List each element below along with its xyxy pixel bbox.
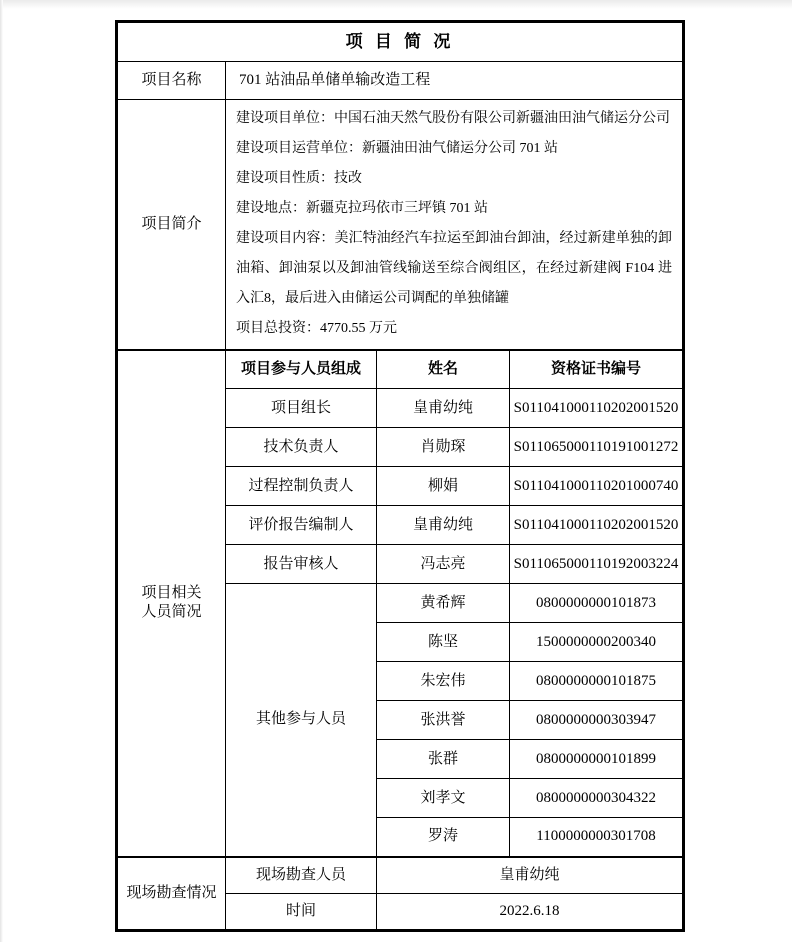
- role-cell: 技术负责人: [226, 428, 377, 467]
- name-cell: 肖勋琛: [377, 428, 510, 467]
- cert-cell: S011041000110202001520: [510, 389, 684, 428]
- cert-cell: 0800000000101875: [510, 662, 684, 701]
- page-top-edge-shade: [0, 0, 792, 9]
- name-cell: 张洪誉: [377, 701, 510, 740]
- name-cell: 张群: [377, 740, 510, 779]
- brief-line-unit: 建设项目单位：中国石油天然气股份有限公司新疆油田油气储运分公司: [236, 111, 670, 127]
- role-cell: 评价报告编制人: [226, 506, 377, 545]
- brief-line-investment: 项目总投资：4770.55 万元: [236, 321, 397, 337]
- column-header-certificate: 资格证书编号: [510, 350, 684, 389]
- table-title: 项 目 简 况: [117, 22, 684, 62]
- name-cell: 冯志亮: [377, 545, 510, 584]
- personnel-section-label: [117, 350, 226, 857]
- column-header-name: 姓名: [377, 350, 510, 389]
- brief-line-content: 建设项目内容：美汇特油经汽车拉运至卸油台卸油，经过新建单独的卸油箱、卸油泵以及卸油管线输送至综合阀组区，在经过新建阀 F104 进入汇8，最后进入由储运公司调配的单独储罐: [236, 231, 672, 307]
- cert-cell: S011065000110192003224: [510, 545, 684, 584]
- role-cell: 项目组长: [226, 389, 377, 428]
- cert-cell: 0800000000304322: [510, 779, 684, 818]
- name-cell: 朱宏伟: [377, 662, 510, 701]
- project-name-value: 701 站油品单储单输改造工程: [226, 62, 684, 100]
- cert-cell: 0800000000303947: [510, 701, 684, 740]
- name-cell: 柳娟: [377, 467, 510, 506]
- personnel-header-row: [117, 350, 684, 389]
- survey-date-value: 2022.6.18: [377, 894, 684, 931]
- page-left-edge-shade: [0, 0, 3, 942]
- survey-personnel-value: 皇甫幼纯: [377, 857, 684, 894]
- cert-cell: S011065000110191001272: [510, 428, 684, 467]
- cert-cell: S011041000110202001520: [510, 506, 684, 545]
- name-cell: 皇甫幼纯: [377, 389, 510, 428]
- brief-line-operator: 建设项目运营单位：新疆油田油气储运分公司 701 站: [236, 141, 558, 157]
- name-cell: 刘孝文: [377, 779, 510, 818]
- name-cell: 皇甫幼纯: [377, 506, 510, 545]
- cert-cell: 1500000000200340: [510, 623, 684, 662]
- project-overview-table: [115, 20, 685, 932]
- project-name-row: [117, 62, 684, 100]
- survey-section-label: 现场勘查情况: [117, 857, 226, 931]
- title-row: [117, 22, 684, 62]
- personnel-section-label-line1: 项目相关: [141, 585, 202, 602]
- survey-personnel-row: [117, 857, 684, 894]
- project-brief-content: [226, 100, 684, 350]
- survey-date-label: 时间: [226, 894, 377, 931]
- survey-personnel-label: 现场勘查人员: [226, 857, 377, 894]
- cert-cell: 0800000000101899: [510, 740, 684, 779]
- name-cell: 黄希辉: [377, 584, 510, 623]
- name-cell: 陈坚: [377, 623, 510, 662]
- project-brief-row: [117, 100, 684, 350]
- name-cell: 罗涛: [377, 818, 510, 857]
- role-cell: 过程控制负责人: [226, 467, 377, 506]
- project-brief-label: 项目简介: [117, 100, 226, 350]
- cert-cell: 1100000000301708: [510, 818, 684, 857]
- project-name-label: 项目名称: [117, 62, 226, 100]
- other-participants-label: 其他参与人员: [226, 584, 377, 857]
- brief-line-location: 建设地点：新疆克拉玛依市三坪镇 701 站: [236, 201, 488, 217]
- column-header-composition: 项目参与人员组成: [226, 350, 377, 389]
- brief-line-nature: 建设项目性质：技改: [236, 171, 362, 187]
- role-cell: 报告审核人: [226, 545, 377, 584]
- cert-cell: S011041000110201000740: [510, 467, 684, 506]
- personnel-section-label-line2: 人员简况: [141, 604, 202, 620]
- cert-cell: 0800000000101873: [510, 584, 684, 623]
